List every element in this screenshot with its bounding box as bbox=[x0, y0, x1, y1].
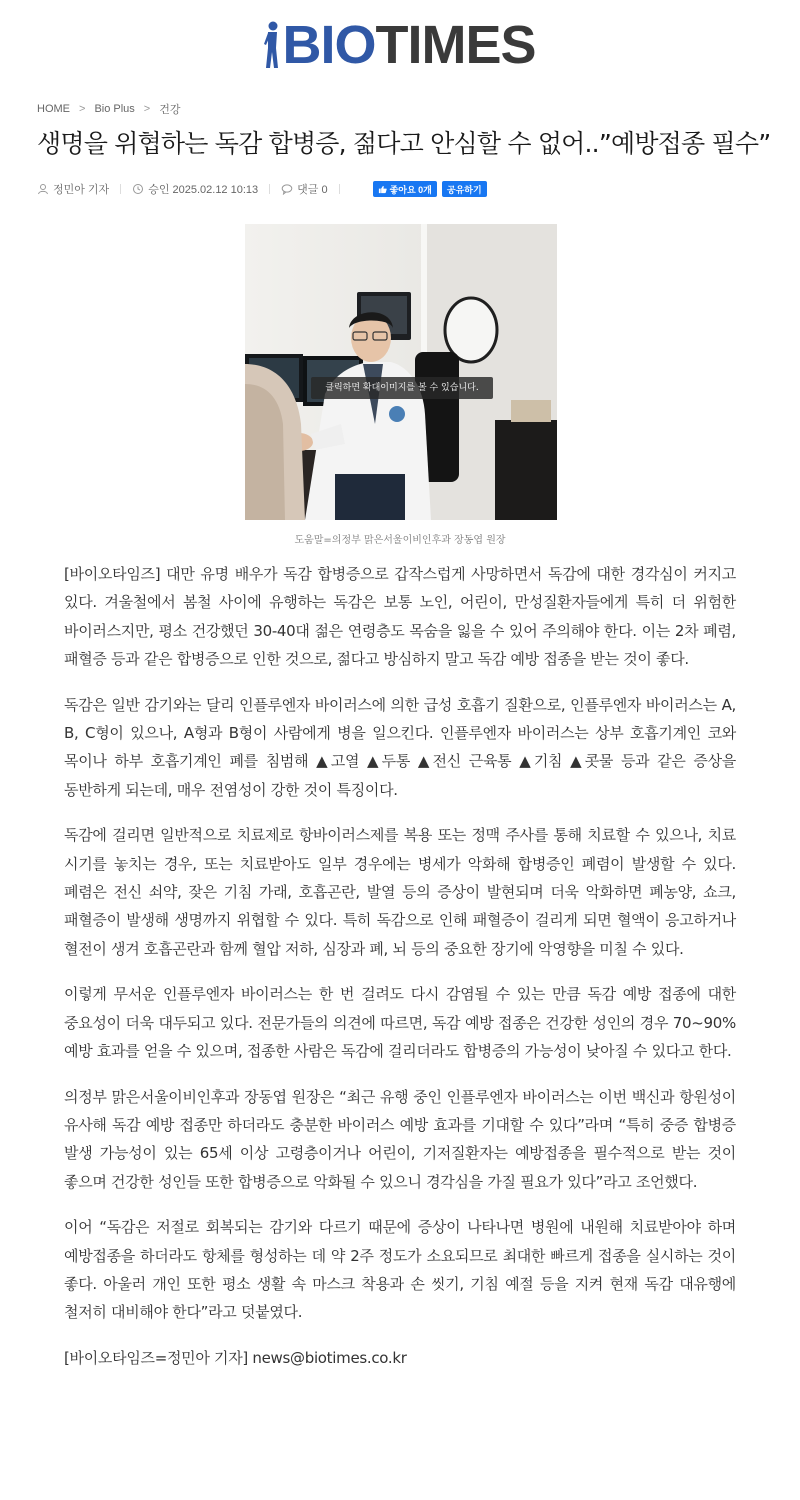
facebook-like-button[interactable] bbox=[373, 181, 437, 197]
breadcrumb-health[interactable]: 건강 bbox=[159, 104, 181, 116]
like-label: 좋아요 0개 bbox=[389, 184, 432, 195]
article-title: 생명을 위협하는 독감 합병증, 젊다고 안심할 수 없어..”예방접종 필수” bbox=[37, 129, 771, 158]
chevron-right-icon: > bbox=[79, 103, 86, 115]
article-paragraph: 의정부 맑은서울이비인후과 장동엽 원장은 “최근 유행 중인 인플루엔자 바이러스는 이번 백신과 항원성이 유사해 독감 예방 접종만 하더라도 충분한 바이러스 예방 효과를 기대할 수 있다”라며 “특히 중증 합병증 발생 가능성이 있는 65세 이상 고령층이거나 어린이, 기저질환자는 예방접종을 필수적으로 받는 것이 좋으며 건강한 성인들 또한 합병증으로 악화될 수 있으니 경각심을 가질 필요가 있다”라고 조언했다. bbox=[64, 1087, 736, 1191]
article-meta bbox=[37, 181, 487, 197]
comments-link[interactable] bbox=[281, 181, 327, 197]
article-paragraph: [바이오타임즈] 대만 유명 배우가 독감 합병증으로 갑작스럽게 사망하면서 독감에 대한 경각심이 커지고 있다. 겨울철에서 봄철 사이에 유행하는 독감은 보통 노인, 어린이, 만성질환자들에게 특히 더 위험한 바이러스지만, 평소 건강했던 30-40대 젊은 연령층도 목숨을 잃을 수 있어 주의해야 한다. 이는 2차 폐렴, 패혈증 등과 같은 합병증으로 인한 것으로, 젊다고 방심하지 말고 독감 예방 접종을 받는 것이 좋다. bbox=[64, 565, 736, 668]
runner-figure-icon bbox=[264, 20, 280, 70]
approved-info bbox=[132, 181, 258, 197]
comment-icon bbox=[281, 183, 293, 195]
site-logo[interactable] bbox=[264, 14, 535, 76]
meta-divider bbox=[269, 184, 270, 194]
article-paragraph: 독감에 걸리면 일반적으로 치료제로 항바이러스제를 복용 또는 정맥 주사를 통해 치료할 수 있으나, 치료 시기를 놓치는 경우, 또는 치료받아도 일부 경우에는 병세가 악화해 합병증인 폐렴이 발생할 수 있다. 폐렴은 전신 쇠약, 잦은 기침 가래, 호흡곤란, 발열 등의 증상이 발현되며 더욱 악화하면 폐농양, 쇼크, 패혈증이 발생해 생명까지 위협할 수 있다. 특히 독감으로 인해 패혈증이 걸리게 되면 혈액이 응고하거나 혈전이 생겨 호흡곤란과 함께 혈압 저하, 심장과 폐, 뇌 등의 중요한 장기에 악영향을 미칠 수 있다. bbox=[64, 826, 736, 958]
article-body bbox=[64, 560, 736, 1390]
breadcrumb bbox=[37, 101, 181, 117]
meta-divider bbox=[339, 184, 340, 194]
doctor-photo-image bbox=[245, 224, 557, 520]
chevron-right-icon: > bbox=[143, 103, 151, 115]
image-zoom-tooltip: 클릭하면 확대이미지를 볼 수 있습니다. bbox=[311, 377, 493, 399]
breadcrumb-home[interactable]: HOME bbox=[37, 103, 70, 115]
meta-divider bbox=[120, 184, 121, 194]
share-button[interactable]: 공유하기 bbox=[442, 181, 487, 197]
article-paragraph: 독감은 일반 감기와는 달리 인플루엔자 바이러스에 의한 급성 호흡기 질환으로, 인플루엔자 바이러스는 A, B, C형이 있으나, A형과 B형이 사람에게 병을 일으킨다. 인플루엔자 바이러스는 상부 호흡기계인 코와 목이나 하부 호흡기계인 폐를 침범해 ▲고열 ▲두통 ▲전신 근육통 ▲기침 ▲콧물 등과 같은 증상을 동반하게 되는데, 매우 전염성이 강한 것이 특징이다. bbox=[64, 695, 736, 799]
article-photo[interactable] bbox=[245, 224, 557, 520]
comments-count: 댓글 0 bbox=[297, 184, 328, 196]
user-icon bbox=[37, 183, 49, 195]
logo-times-text: TIMES bbox=[375, 15, 536, 75]
author-name: 정민아 기자 bbox=[53, 184, 110, 196]
article-paragraph: 이렇게 무서운 인플루엔자 바이러스는 한 번 걸려도 다시 감염될 수 있는 만큼 독감 예방 접종에 대한 중요성이 더욱 대두되고 있다. 전문가들의 의견에 따르면, 독감 예방 접종은 건강한 성인의 경우 70~90% 예방 효과를 얻을 수 있으며, 접종한 사람은 독감에 걸리더라도 합병증의 가능성이 낮아질 수 있다고 한다. bbox=[64, 985, 736, 1060]
article-signature: [바이오타임즈=정민아 기자] news@biotimes.co.kr bbox=[64, 1349, 407, 1368]
clock-icon bbox=[132, 183, 144, 195]
breadcrumb-bio-plus[interactable]: Bio Plus bbox=[94, 103, 135, 115]
logo-bio-text: BIO bbox=[282, 15, 376, 75]
site-header bbox=[0, 14, 800, 76]
image-caption: 도움말=의정부 맑은서울이비인후과 장동엽 원장 bbox=[294, 535, 506, 546]
approved-date: 승인 2025.02.12 10:13 bbox=[148, 184, 259, 196]
thumbs-up-icon bbox=[378, 185, 387, 194]
author-info bbox=[37, 181, 109, 197]
article-paragraph: 이어 “독감은 저절로 회복되는 감기와 다르기 때문에 증상이 나타나면 병원에 내원해 치료받아야 하며 예방접종을 하더라도 항체를 형성하는 데 약 2주 정도가 소요되므로 최대한 빠르게 접종을 실시하는 것이 좋다. 아울러 개인 또한 평소 생활 속 마스크 착용과 손 씻기, 기침 예절 등을 지켜 현재 독감 대유행에 철저히 대비해야 한다”라고 덧붙였다. bbox=[64, 1218, 736, 1322]
